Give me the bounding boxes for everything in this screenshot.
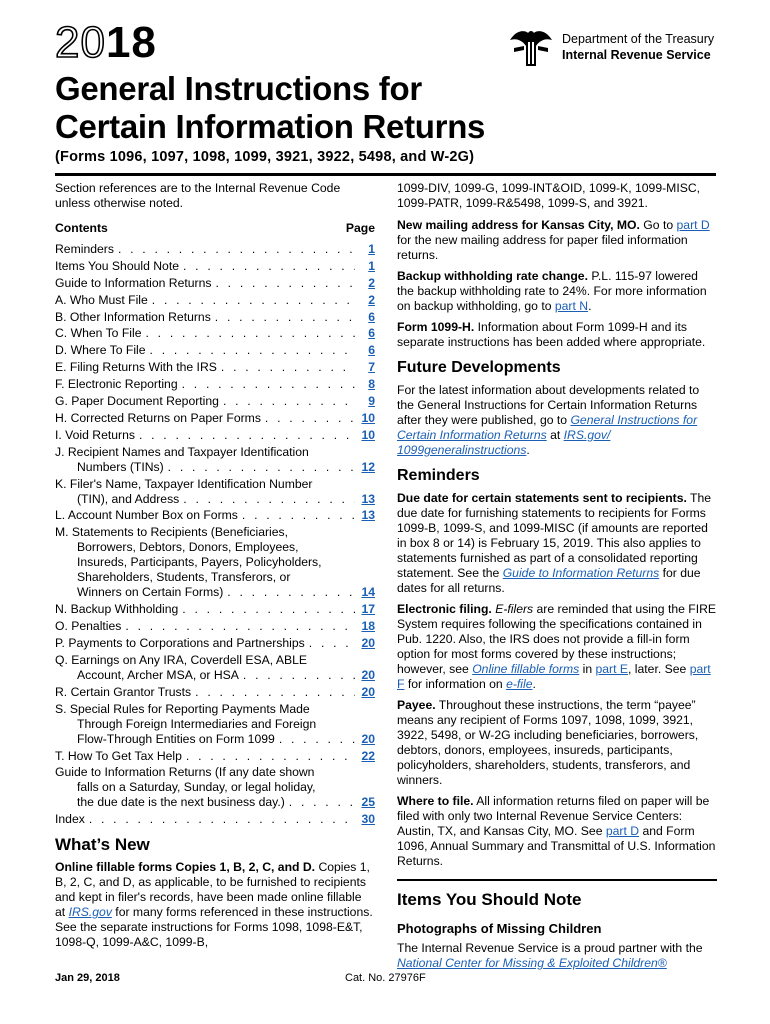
part-d-link[interactable]: part D (676, 218, 710, 232)
toc-label: Guide to Information Returns (55, 275, 212, 290)
p4-bold: Form 1099-H. (397, 320, 475, 334)
toc-label: J. Recipient Names and Taxpayer Identification (55, 444, 309, 459)
reminder-electronic-filing (397, 602, 717, 692)
toc-page-heading: Page (345, 221, 375, 235)
toc-leader-dots (150, 343, 355, 358)
page-subtitle: (Forms 1096, 1097, 1098, 1099, 3921, 3922, 5498, and W-2G) (55, 149, 475, 165)
part-f-link[interactable]: part F (397, 662, 711, 691)
year-suffix: 18 (105, 18, 157, 67)
toc-page-link[interactable]: 12 (361, 459, 375, 474)
irs-eagle-logo-icon (506, 26, 556, 70)
toc-leader-dots (265, 411, 355, 426)
toc-label: Flow-Through Entities on Form 1099 (77, 731, 275, 746)
footer-catalog-number: Cat. No. 27976F (345, 972, 426, 984)
r2-text-d: for information on (404, 677, 507, 691)
agency-block (562, 31, 714, 63)
toc-label: Insureds, Participants, Payers, Policyholders, (77, 555, 322, 570)
p2-bold: New mailing address for Kansas City, MO. (397, 218, 640, 232)
items-you-should-note-heading: Items You Should Note (397, 890, 582, 909)
toc-page-link[interactable]: 2 (368, 292, 375, 307)
part-d-link-2[interactable]: part D (605, 824, 640, 838)
toc-label: Reminders (55, 242, 114, 256)
toc-leader-dots (186, 749, 355, 764)
toc-label: Winners on Certain Forms) (77, 585, 224, 600)
r2-bold: Electronic filing. (397, 602, 492, 616)
toc-label: S. Special Rules for Reporting Payments Made (55, 701, 310, 716)
irs-gov-link[interactable]: IRS.gov (68, 905, 112, 920)
toc-page-link[interactable]: 9 (368, 394, 375, 409)
toc-row[interactable] (55, 508, 375, 523)
toc-leader-dots (145, 326, 355, 341)
toc-row[interactable] (55, 602, 375, 617)
toc-label: I. Void Returns (55, 427, 135, 442)
toc-page-link[interactable]: 8 (368, 377, 375, 392)
toc-leader-dots (221, 360, 355, 375)
toc-leader-dots (279, 732, 355, 747)
toc-row[interactable] (55, 242, 375, 257)
whats-new-p3 (397, 269, 717, 314)
section-divider (397, 879, 717, 881)
toc-leader-dots (216, 276, 356, 291)
toc-leader-dots (183, 259, 355, 274)
left-column (55, 181, 375, 956)
toc-label: Numbers (TINs) (77, 459, 164, 474)
toc-page-link[interactable]: 13 (361, 491, 375, 506)
page-title (55, 70, 485, 146)
online-fillable-forms-link[interactable]: Online fillable forms (472, 662, 580, 676)
toc-label: falls on a Saturday, Sunday, or legal holiday, (77, 780, 316, 795)
toc-leader-dots (118, 242, 355, 257)
toc-page-link[interactable]: 20 (361, 684, 375, 699)
toc-leader-dots (168, 460, 355, 475)
toc-page-link[interactable]: 10 (361, 427, 375, 442)
reminder-due-date (397, 491, 717, 596)
toc-row[interactable] (55, 310, 375, 325)
toc-row[interactable] (55, 394, 375, 409)
toc-leader-dots (309, 636, 355, 651)
whats-new-p1 (55, 860, 375, 950)
toc-row[interactable] (55, 685, 375, 700)
toc-row[interactable] (55, 636, 375, 651)
p1-bold: Online fillable forms Copies 1, B, 2, C, and D. (55, 860, 316, 875)
toc-label: Guide to Information Returns (If any date shown (55, 765, 315, 780)
irs-gov-1099-link[interactable]: IRS.gov/ 1099generalinstructions (397, 428, 611, 457)
r2-text-a: are reminded that using the FIRE System requires following the specifications contained in Pub. 1220. Also, the IRS does not provide a fill-in form option for most forms covered by these instructions; however, see (397, 602, 717, 676)
right-column (397, 181, 717, 977)
toc-label: O. Penalties (55, 619, 122, 634)
toc-leader-dots (227, 585, 355, 600)
r2-text-b: in (579, 662, 596, 676)
toc-page-link[interactable]: 2 (368, 275, 375, 290)
agency-line1: Department of the Treasury (562, 32, 715, 46)
toc-page-link[interactable]: 17 (361, 602, 375, 617)
toc-row[interactable] (55, 702, 375, 747)
p3-text-b: . (588, 299, 592, 313)
toc-leader-dots (182, 377, 355, 392)
toc-row[interactable] (55, 293, 375, 308)
toc-label: F. Electronic Reporting (55, 377, 178, 392)
r1-text-b: for due dates for all returns. (397, 566, 701, 595)
toc-header (55, 221, 375, 236)
toc-row[interactable] (55, 259, 375, 274)
p1-text-b: for many forms referenced in these instructions. See the separate instructions for Forms 1098, 1098-E&T, 1098-Q, 1099-A&C, 1099-B, (55, 905, 373, 950)
e-file-link[interactable]: e-file (506, 677, 533, 691)
toc-page-link[interactable]: 22 (361, 748, 375, 763)
p2-text-b: for the new mailing address for paper filed information returns. (397, 233, 688, 262)
toc-leader-dots (139, 428, 355, 443)
toc-label: the due date is the next business day.) (77, 795, 285, 810)
missing-children-text (397, 941, 717, 971)
toc-leader-dots (89, 812, 355, 827)
part-n-link[interactable]: part N (554, 299, 589, 313)
p3-bold: Backup withholding rate change. (397, 269, 588, 283)
toc-page-link[interactable]: 20 (361, 636, 375, 651)
whats-new-heading: What’s New (55, 835, 150, 855)
toc-label: C. When To File (55, 326, 142, 341)
toc-label: Borrowers, Debtors, Donors, Employees, (77, 540, 299, 555)
footer-date: Jan 29, 2018 (55, 972, 120, 984)
toc-label: Items You Should Note (55, 258, 179, 273)
toc-row[interactable] (55, 765, 375, 810)
r2-text-e: . (532, 677, 536, 691)
title-line1: General Instructions for (55, 70, 422, 107)
toc-label: B. Other Information Returns (55, 309, 211, 324)
toc-label: G. Paper Document Reporting (55, 394, 219, 409)
toc-leader-dots (183, 492, 355, 507)
toc-label: K. Filer's Name, Taxpayer Identification Number (55, 476, 313, 491)
whats-new-p4 (397, 320, 717, 350)
reminders-heading: Reminders (397, 467, 480, 484)
toc-leader-dots (289, 795, 355, 810)
toc-label: E. Filing Returns With the IRS (55, 360, 217, 375)
r2-text-c: , later. See (628, 662, 690, 676)
ncmec-link[interactable]: National Center for Missing & Exploited Children® (397, 956, 667, 970)
toc-row[interactable] (55, 343, 375, 358)
r4-text-a: All information returns filed on paper will be filed with only two Internal Revenue Service Centers: Austin, TX, and Kansas City, MO. See (397, 794, 710, 838)
future-text-b: at (546, 428, 564, 442)
toc-leader-dots (125, 619, 355, 634)
future-text-c: . (526, 443, 530, 457)
photographs-missing-children-heading: Photographs of Missing Children (397, 921, 602, 936)
whats-new-p2 (397, 218, 717, 263)
toc-label: P. Payments to Corporations and Partnerships (55, 636, 305, 651)
header-rule (55, 173, 716, 176)
toc-leader-dots (152, 293, 355, 308)
agency-line2: Internal Revenue Service (562, 48, 711, 62)
toc-page-link[interactable]: 20 (361, 667, 375, 682)
toc-page-link[interactable]: 30 (361, 812, 375, 827)
toc-label: Account, Archer MSA, or HSA (77, 667, 239, 682)
items-text-a: The Internal Revenue Service is a proud partner with the (397, 941, 703, 955)
toc-row[interactable] (55, 477, 375, 507)
reminder-payee (397, 698, 717, 788)
toc-page-link[interactable]: 6 (368, 343, 375, 358)
r4-bold: Where to file. (397, 794, 474, 808)
r3-text-a: Throughout these instructions, the term “payee” means any recipient of Forms 1097, 1098, 1099, 3921, 3922, 5498, or W-2G including beneficiaries, borrowers, debtors, donors, employees, insureds, participants, policyholders, shareholders, students, transferors, and winners. (397, 698, 699, 787)
p4-text-a: Information about Form 1099-H and its separate instructions has been added where appropriate. (397, 320, 706, 349)
p1-text-a: Copies 1, B, 2, C, and D, as applicable, to be furnished to recipients and kept in filer's records, have been made online fillable at (55, 860, 370, 920)
toc-page-link[interactable]: 25 (361, 795, 375, 810)
reminder-where-to-file (397, 794, 717, 869)
r3-bold: Payee. (397, 698, 436, 712)
toc-row[interactable] (55, 445, 375, 475)
toc-label: D. Where To File (55, 343, 146, 358)
toc-heading: Contents (55, 221, 108, 235)
toc-row[interactable] (55, 812, 375, 827)
toc-page-link[interactable]: 6 (368, 309, 375, 324)
toc-leader-dots (182, 602, 355, 617)
future-developments-heading: Future Developments (397, 359, 561, 376)
toc-leader-dots (243, 668, 355, 683)
toc-row[interactable] (55, 525, 375, 600)
toc-row[interactable] (55, 749, 375, 764)
toc-page-link[interactable]: 20 (361, 731, 375, 746)
r1-bold: Due date for certain statements sent to recipients. (397, 491, 687, 505)
toc-page-link[interactable]: 13 (361, 508, 375, 523)
toc-row[interactable] (55, 411, 375, 426)
title-line2: Certain Information Returns (55, 108, 486, 145)
toc-label: A. Who Must File (55, 292, 148, 307)
toc-row[interactable] (55, 276, 375, 291)
future-text-a: For the latest information about developments related to the General Instructions for Certain Information Returns after they were published, go to (397, 383, 700, 427)
toc-page-link[interactable]: 1 (368, 258, 375, 273)
p3-text-a: P.L. 115-97 lowered the backup withholding rate to 24%. For more information on backup withholding, go to (397, 269, 707, 313)
p2-text-a: Go to (639, 218, 677, 232)
table-of-contents (55, 242, 375, 827)
toc-label: T. How To Get Tax Help (55, 748, 182, 763)
toc-row[interactable] (55, 360, 375, 375)
toc-row[interactable] (55, 377, 375, 392)
toc-leader-dots (215, 310, 355, 325)
r1-text-a: The due date for furnishing statements to recipients for Forms 1099-B, 1099-S, and 1099-MISC (if amounts are reported in box 8 or 14) is February 15, 2019. This also applies to statements furnished as part of a consolidated reporting statement. See the (397, 491, 712, 580)
toc-label: N. Backup Withholding (55, 602, 179, 617)
toc-row[interactable] (55, 653, 375, 683)
toc-label: Through Foreign Intermediaries and Foreign (77, 716, 317, 731)
toc-label: R. Certain Grantor Trusts (55, 684, 192, 699)
toc-row[interactable] (55, 428, 375, 443)
toc-leader-dots (242, 508, 355, 523)
toc-page-link[interactable]: 10 (361, 410, 375, 425)
toc-page-link[interactable]: 18 (361, 619, 375, 634)
whats-new-p1-cont: 1099-DIV, 1099-G, 1099-INT&OID, 1099-K, 1099-MISC, 1099-PATR, 1099-R&5498, 1099-S, and 3921. (397, 181, 701, 210)
toc-page-link[interactable]: 6 (368, 326, 375, 341)
form-year (55, 20, 157, 66)
toc-label: Index (55, 812, 85, 827)
general-instructions-link[interactable]: General Instructions for Certain Information Returns (397, 413, 698, 442)
toc-page-link[interactable]: 7 (368, 360, 375, 375)
toc-page-link[interactable]: 1 (368, 242, 375, 256)
toc-label: M. Statements to Recipients (Beneficiaries, (55, 525, 289, 540)
toc-label: (TIN), and Address (77, 491, 180, 506)
toc-leader-dots (223, 394, 355, 409)
toc-leader-dots (195, 685, 355, 700)
intro-text: Section references are to the Internal Revenue Code unless otherwise noted. (55, 181, 341, 210)
part-e-link[interactable]: part E (595, 662, 629, 676)
toc-row[interactable] (55, 619, 375, 634)
r2-italic: E-filers (491, 602, 534, 616)
toc-label: Shareholders, Students, Transferors, or (77, 570, 291, 585)
year-prefix: 20 (55, 18, 106, 67)
toc-label: Q. Earnings on Any IRA, Coverdell ESA, ABLE (55, 652, 308, 667)
toc-page-link[interactable]: 14 (361, 585, 375, 600)
guide-info-returns-link[interactable]: Guide to Information Returns (502, 566, 660, 580)
r4-text-b: and Form 1096, Annual Summary and Transmittal of U.S. Information Returns. (397, 824, 716, 868)
toc-label: H. Corrected Returns on Paper Forms (55, 410, 261, 425)
toc-row[interactable] (55, 326, 375, 341)
toc-label: L. Account Number Box on Forms (55, 508, 238, 523)
future-developments-text (397, 383, 717, 458)
